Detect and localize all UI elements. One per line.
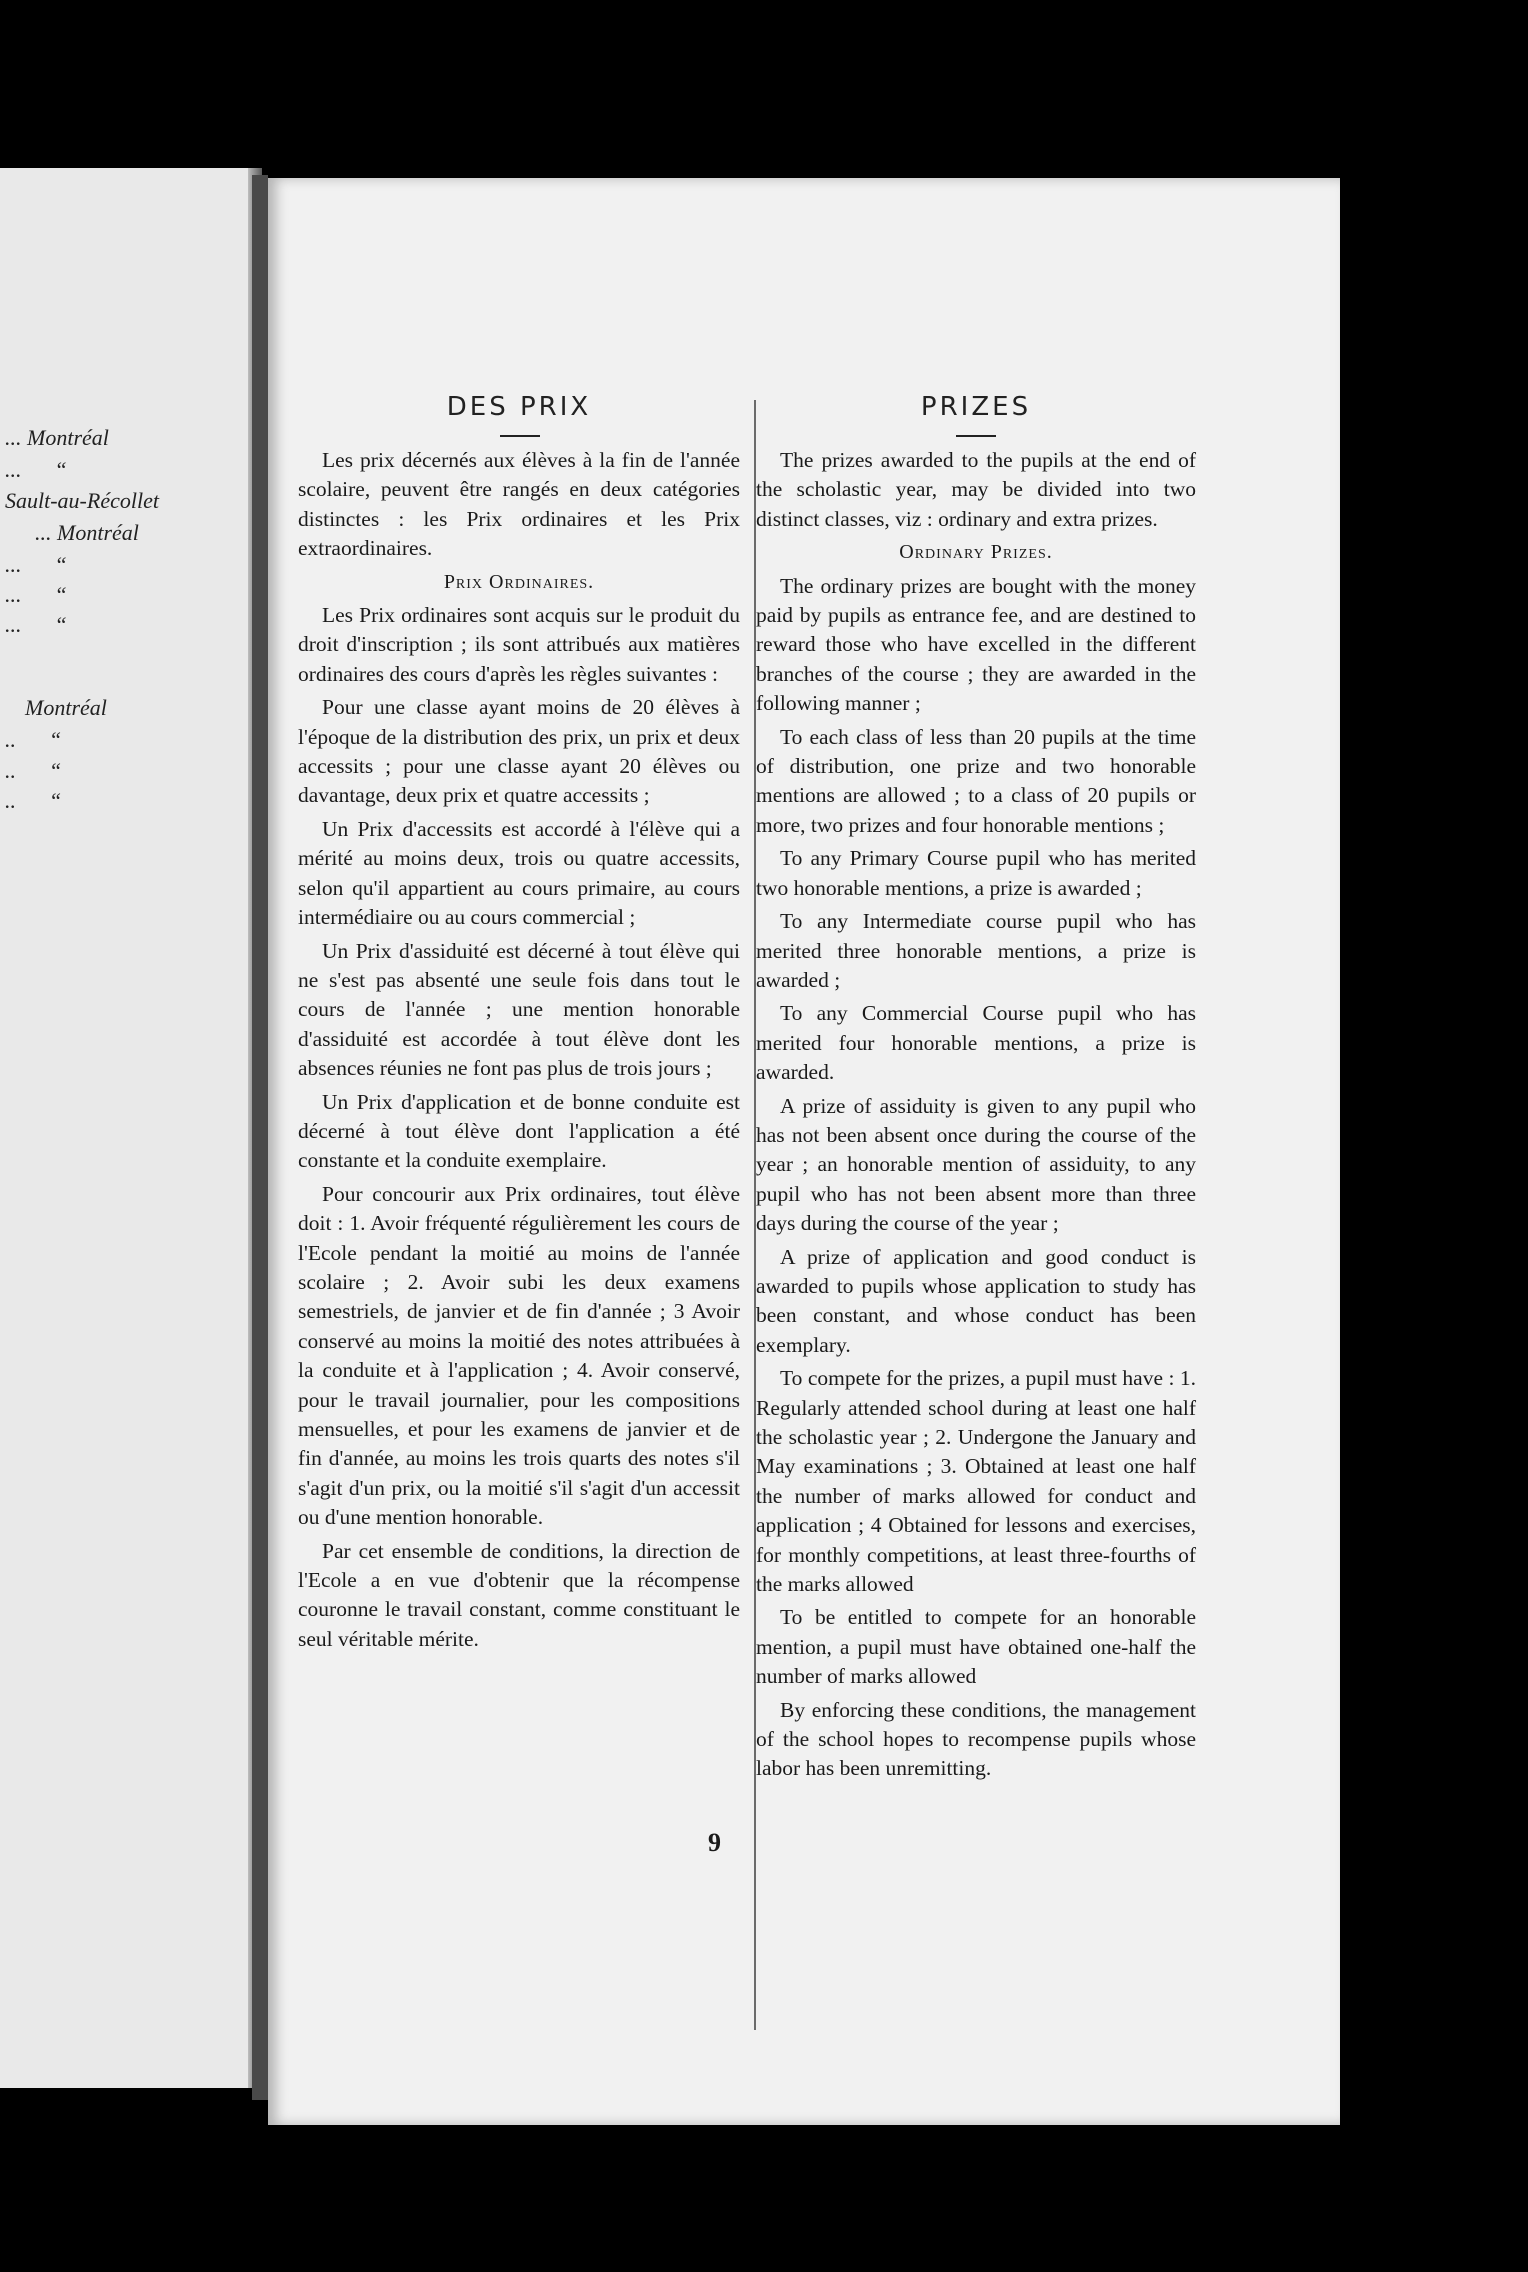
paragraph: A prize of application and good conduct is awarded to pupils whose application to study has been constant, and whose conduct has been exemplary.: [756, 1244, 1196, 1357]
paragraph: The prizes awarded to the pupils at the end of the scholastic year, may be divided into two distinct classes, viz : ordinary and extra prizes.: [756, 448, 1196, 531]
paragraph: To be entitled to compete for an honorable mention, a pupil must have obtained one-half the number of marks allowed: [756, 1605, 1196, 1689]
right-page: [268, 178, 1340, 2125]
left-page-line: ... “: [5, 612, 67, 637]
paragraph: Pour concourir aux Prix ordinaires, tout élève doit : 1. Avoir fréquenté régulièrement les cours de l'Ecole pendant la moitié au moins de l'année scolaire ; 2. Avoir subi les deux examens semestriels, de janvier et de fin d'année ; 3 Avoir conservé au moins la moitié des notes attribuées à la conduite et à l'application ; 4. Avoir conservé, pour le travail journalier, pour les compositions mensuelles, et pour les examens de janvier et de fin d'année, au moins les trois quarts des notes s'il s'agit d'un prix, ou la moitié s'il s'agit d'un accessit ou d'une mention honorable.: [298, 1181, 740, 1530]
subheading: Prix Ordinaires.: [443, 570, 595, 593]
paragraph: Un Prix d'application et de bonne conduite est décerné à tout élève dont l'application a été constante et la conduite exemplaire.: [298, 1089, 740, 1173]
left-page-line: ... “: [5, 582, 67, 607]
paragraph: By enforcing these conditions, the management of the school hopes to recompense pupils whose labor has been unremitting.: [756, 1697, 1196, 1781]
subheading: Ordinary Prizes.: [899, 541, 1053, 564]
left-page-line: .. “: [5, 758, 62, 783]
paragraph: Pour une classe ayant moins de 20 élèves à l'époque de la distribution des prix, un prix et deux accessits ; pour une classe ayant 20 élèves ou davantage, deux prix et quatre accessits ;: [298, 695, 740, 808]
french-heading: DES PRIX: [446, 392, 592, 422]
left-page-line: .. “: [5, 788, 62, 813]
english-heading-rule: [956, 435, 996, 437]
left-page-line: ... Montréal: [5, 425, 109, 450]
left-page-line: ... Montréal: [35, 520, 139, 545]
paragraph: Un Prix d'accessits est accordé à l'élève qui a mérité au moins deux, trois ou quatre accessits, selon qu'il appartient au cours primaire, au cours intermédiaire ou au cours commercial ;: [298, 816, 740, 930]
french-heading-rule: [500, 435, 540, 437]
paragraph: Par cet ensemble de conditions, la direction de l'Ecole a en vue d'obtenir que la récompense couronne le travail constant, comme constituant le seul véritable mérite.: [298, 1538, 740, 1651]
paragraph: A prize of assiduity is given to any pupil who has not been absent once during the course of the year ; an honorable mention of assiduity, to any pupil who has not been absent more than three days during the course of the year ;: [756, 1093, 1196, 1236]
paragraph: Les prix décernés aux élèves à la fin de l'année scolaire, peuvent être rangés en deux catégories distinctes : les Prix ordinaires et les Prix extraordinaires.: [298, 448, 740, 561]
left-page-line: ... “: [5, 552, 67, 577]
paragraph: To any Primary Course pupil who has merited two honorable mentions, a prize is awarded ;: [756, 846, 1196, 900]
left-page: [0, 168, 262, 2088]
french-body: [298, 446, 740, 1658]
paragraph: Les Prix ordinaires sont acquis sur le produit du droit d'inscription ; ils sont attribués aux matières ordinaires des cours d'après les règles suivantes :: [298, 603, 740, 686]
page-number: 9: [708, 1828, 721, 1857]
english-body: [756, 446, 1196, 1788]
paragraph: To each class of less than 20 pupils at the time of distribution, one prize and two honorable mentions are allowed ; to a class of 20 pupils or more, two prizes and four honorable mentions ;: [756, 724, 1196, 837]
left-page-line: ... “: [5, 457, 67, 482]
paragraph: To any Commercial Course pupil who has merited four honorable mentions, a prize is awarded.: [756, 1001, 1196, 1085]
book-spine: [252, 175, 268, 2100]
english-heading: PRIZES: [920, 392, 1032, 422]
left-page-line: .. “: [5, 727, 62, 752]
paragraph: To any Intermediate course pupil who has merited three honorable mentions, a prize is awarded ;: [756, 909, 1196, 992]
paragraph: Un Prix d'assiduité est décerné à tout élève qui ne s'est pas absenté une seule fois dans tout le cours de l'année ; une mention honorable d'assiduité est accordée à tout élève dont les absences réunies ne font pas plus de trois jours ;: [298, 938, 740, 1081]
paragraph: The ordinary prizes are bought with the money paid by pupils as entrance fee, and are destined to reward those who have excelled in the different branches of the course ; they are awarded in the following manner ;: [756, 573, 1196, 716]
left-page-line: Sault-au-Récollet: [5, 488, 159, 513]
left-page-line: Montréal: [25, 695, 107, 720]
paragraph: To compete for the prizes, a pupil must have : 1. Regularly attended school during at least one half the scholastic year ; 2. Undergone the January and May examinations ; 3. Obtained at least one half the number of marks allowed for conduct and application ; 4 Obtained for lessons and exercises, for monthly competitions, at least three-fourths of the marks allowed: [756, 1366, 1196, 1597]
